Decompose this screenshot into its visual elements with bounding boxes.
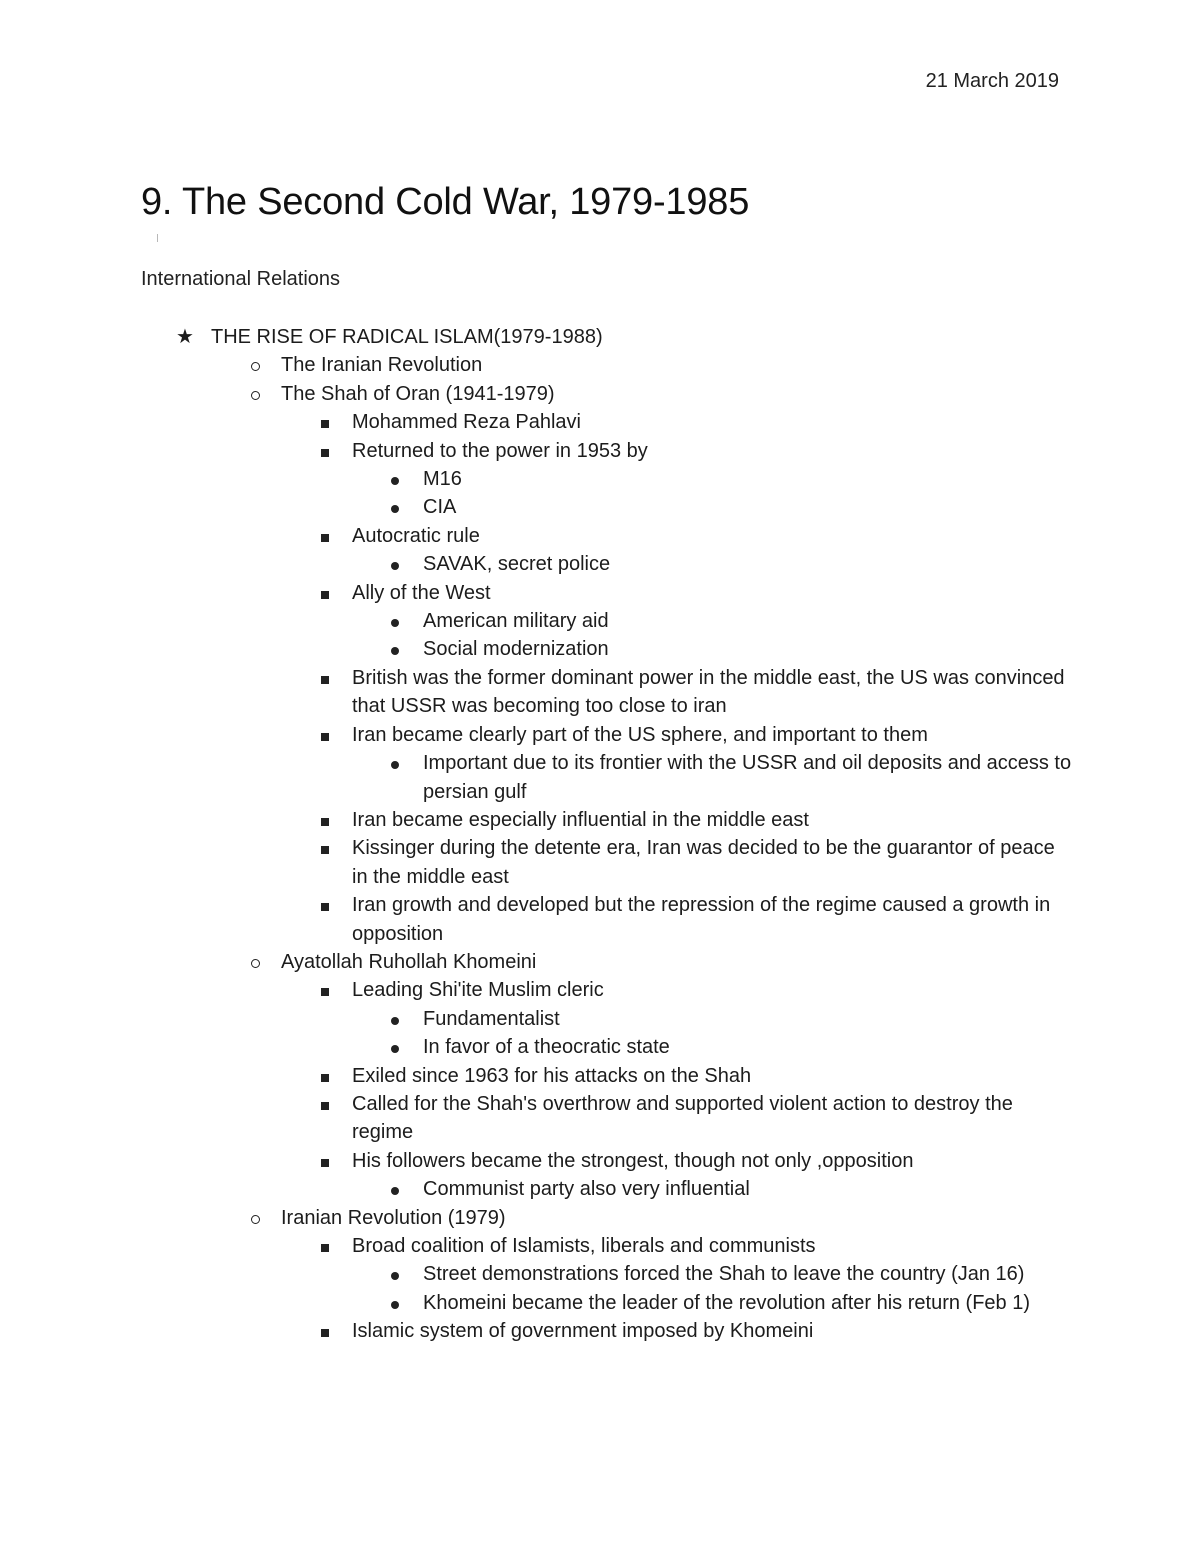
- outline-item-text: Called for the Shah's overthrow and supported violent action to destroy the regime: [352, 1092, 1013, 1144]
- outline-item-text: Leading Shi'ite Muslim cleric: [352, 979, 604, 1002]
- filled-circle-icon: [385, 749, 405, 777]
- outline-item-text: Broad coalition of Islamists, liberals and communists: [352, 1235, 816, 1257]
- outline-item-text: Important due to its frontier with the USSR and oil deposits and access to persian gulf: [423, 752, 1072, 803]
- outline-item-level-2: [0, 721, 1200, 749]
- page-title: 9. The Second Cold War, 1979-1985: [141, 181, 750, 223]
- stray-mark: [157, 234, 158, 242]
- outline-item-level-3: [0, 550, 1200, 578]
- outline-item-level-2: [0, 579, 1200, 607]
- outline-item-text: Exiled since 1963 for his attacks on the Shah: [352, 1064, 752, 1087]
- notes-outline: [0, 323, 1200, 1346]
- outline-item-text: Mohammed Reza Pahlavi: [352, 411, 581, 434]
- outline-item-text: Fundamentalist: [423, 1007, 560, 1030]
- document-date: 21 March 2019: [925, 70, 1059, 92]
- outline-item-text: CIA: [423, 496, 457, 519]
- outline-item-level-2: [0, 408, 1200, 436]
- square-bullet-icon: [315, 1232, 335, 1260]
- outline-item-text: M16: [423, 468, 462, 491]
- outline-item-text: Ally of the West: [352, 581, 491, 604]
- outline-item-level-1: [0, 380, 1200, 408]
- outline-item-text: Kissinger during the detente era, Iran was decided to be the guarantor of peace in the middle east: [352, 837, 1055, 888]
- outline-item-level-2: [0, 522, 1200, 550]
- outline-item-text: British was the former dominant power in the middle east, the US was convinced that USSR was becoming too close to iran: [352, 666, 1065, 718]
- filled-circle-icon: [385, 465, 405, 493]
- square-bullet-icon: [315, 522, 335, 550]
- outline-item-level-2: [0, 834, 1200, 891]
- outline-item-level-3: [0, 1033, 1200, 1061]
- filled-circle-icon: [385, 607, 405, 635]
- outline-item-level-2: [0, 1090, 1200, 1147]
- square-bullet-icon: [315, 1147, 335, 1175]
- outline-item-level-2: [0, 976, 1200, 1004]
- outline-item-level-1: [0, 1204, 1200, 1232]
- outline-item-level-2: [0, 664, 1200, 721]
- filled-circle-icon: [385, 550, 405, 578]
- square-bullet-icon: [315, 437, 335, 465]
- star-icon: ★: [176, 326, 194, 348]
- outline-item-text: Iranian Revolution (1979): [281, 1206, 506, 1229]
- filled-circle-icon: [385, 1033, 405, 1061]
- square-bullet-icon: [315, 834, 335, 862]
- square-bullet-icon: [315, 579, 335, 607]
- outline-item-level-1: [0, 948, 1200, 976]
- outline-item-level-1: [0, 351, 1200, 379]
- section-heading: International Relations: [141, 268, 341, 290]
- outline-item-level-2: [0, 806, 1200, 834]
- outline-item-level-3: [0, 749, 1200, 806]
- square-bullet-icon: [315, 806, 335, 834]
- outline-item-level-3: [0, 1005, 1200, 1033]
- hollow-circle-icon: [245, 351, 265, 379]
- outline-item-level-3: [0, 1260, 1200, 1288]
- outline-item-text: Iran became especially influential in the middle east: [352, 808, 809, 831]
- outline-item-text: Iran growth and developed but the repression of the regime caused a growth in opposition: [352, 894, 1051, 945]
- outline-item-text: Street demonstrations forced the Shah to leave the country (Jan 16): [423, 1263, 1025, 1286]
- hollow-circle-icon: [245, 948, 265, 976]
- outline-item-text: His followers became the strongest, though not only ,opposition: [352, 1149, 914, 1172]
- filled-circle-icon: [385, 493, 405, 521]
- outline-item-level-2: [0, 1232, 1200, 1260]
- square-bullet-icon: [315, 891, 335, 919]
- filled-circle-icon: [385, 1005, 405, 1033]
- square-bullet-icon: [315, 408, 335, 436]
- outline-item-level-2: [0, 1062, 1200, 1090]
- outline-item-text: Autocratic rule: [352, 524, 480, 547]
- outline-item-level-3: [0, 1175, 1200, 1203]
- outline-item-text: Islamic system of government imposed by Khomeini: [352, 1320, 814, 1343]
- outline-item-text: SAVAK, secret police: [423, 553, 611, 576]
- hollow-circle-icon: [245, 1204, 265, 1232]
- hollow-circle-icon: [245, 380, 265, 408]
- square-bullet-icon: [315, 1062, 335, 1090]
- filled-circle-icon: [385, 1175, 405, 1203]
- outline-item-level-0: [0, 323, 1200, 351]
- outline-item-text: Communist party also very influential: [423, 1178, 750, 1201]
- outline-item-text: Khomeini became the leader of the revolution after his return (Feb 1): [423, 1291, 1030, 1314]
- outline-item-text: Social modernization: [423, 638, 609, 661]
- outline-item-level-2: [0, 437, 1200, 465]
- outline-item-text: In favor of a theocratic state: [423, 1036, 670, 1059]
- outline-item-text: THE RISE OF RADICAL ISLAM(1979-1988): [211, 326, 603, 348]
- square-bullet-icon: [315, 976, 335, 1004]
- square-bullet-icon: [315, 1090, 335, 1118]
- outline-item-level-2: [0, 891, 1200, 948]
- outline-item-level-3: [0, 493, 1200, 521]
- outline-item-level-3: [0, 635, 1200, 663]
- filled-circle-icon: [385, 635, 405, 663]
- outline-item-text: The Shah of Oran (1941-1979): [281, 382, 555, 405]
- square-bullet-icon: [315, 664, 335, 692]
- square-bullet-icon: [315, 721, 335, 749]
- outline-item-text: The Iranian Revolution: [281, 354, 483, 377]
- filled-circle-icon: [385, 1260, 405, 1288]
- outline-item-level-2: [0, 1317, 1200, 1345]
- outline-item-text: Returned to the power in 1953 by: [352, 439, 648, 462]
- outline-item-level-3: [0, 1289, 1200, 1317]
- outline-item-text: American military aid: [423, 610, 609, 633]
- square-bullet-icon: [315, 1317, 335, 1345]
- outline-item-level-2: [0, 1147, 1200, 1175]
- outline-item-text: Ayatollah Ruhollah Khomeini: [281, 950, 537, 973]
- outline-item-level-3: [0, 465, 1200, 493]
- outline-item-level-3: [0, 607, 1200, 635]
- outline-item-text: Iran became clearly part of the US sphere, and important to them: [352, 723, 928, 746]
- filled-circle-icon: [385, 1289, 405, 1317]
